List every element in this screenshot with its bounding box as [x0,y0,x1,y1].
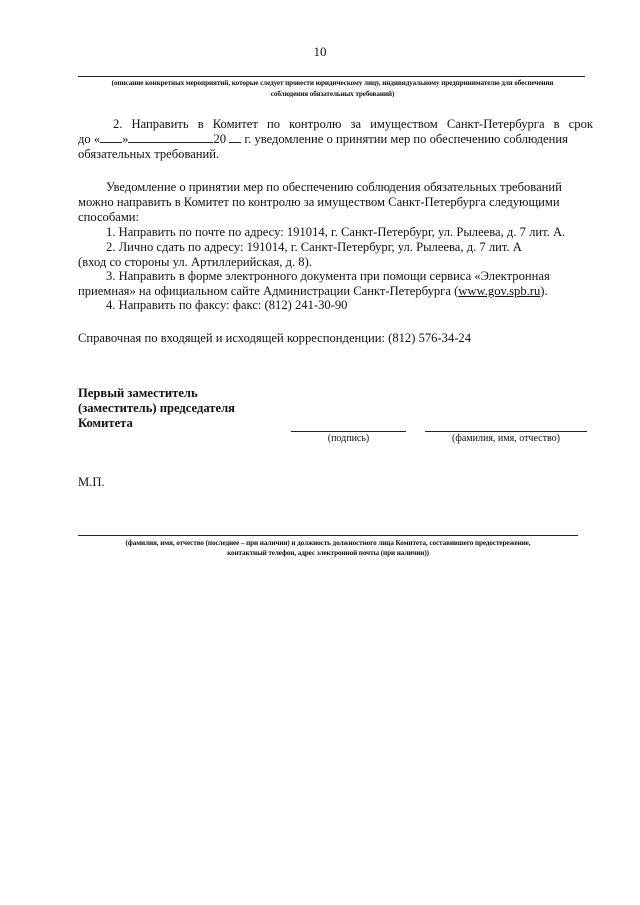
month-blank [128,132,213,143]
signature-line [291,431,406,432]
way2-line2: (вход со стороны ул. Артиллерийская, д. 8). [78,255,312,269]
top-caption-line2: соблюдения обязательных требований) [270,90,395,98]
item2-date-prefix: до « [78,132,101,146]
name-line [425,431,587,432]
notice-intro-line3: способами: [78,210,140,224]
way3-prefix: приемная» на официальном сайте Администрации Санкт-Петербурга ( [78,284,459,298]
way3-line2 [78,284,548,299]
signature-label: (подпись) [327,433,370,444]
way2-line1: 2. Лично сдать по адресу: 191014, г. Санкт-Петербург, ул. Рылеева, д. 7 лит. А [106,240,522,254]
item2-year: 20 [213,132,227,146]
bottom-caption-line2: контактный телефон, адрес электронной почты (при наличии)) [227,549,429,557]
item2-line3: обязательных требований. [78,147,220,161]
signer-line1: Первый заместитель [78,386,198,400]
notice-intro-line1: Уведомление о принятии мер по обеспечению соблюдения обязательных требований [106,180,562,194]
item2-line2 [78,132,593,147]
page-number: 10 [313,44,327,59]
reference-phone: Справочная по входящей и исходящей корреспонденции: (812) 576-34-24 [78,331,472,345]
way3-line1: 3. Направить в форме электронного документа при помощи сервиса «Электронная [106,269,550,283]
top-fill-line [78,76,585,77]
name-label: (фамилия, имя, отчество) [452,433,560,444]
day-blank [100,132,122,143]
way1: 1. Направить по почте по адресу: 191014, г. Санкт-Петербург, ул. Рылеева, д. 7 лит. А. [106,225,566,239]
item2-line1: 2. Направить в Комитет по контролю за имуществом Санкт-Петербурга в срок [113,117,593,131]
stamp-label: М.П. [78,475,105,489]
signer-line3: Комитета [78,416,133,430]
bottom-caption-line1: (фамилия, имя, отчество (последнее – при наличии) и должность должностного лица Комитета, составившего предостережение, [125,539,531,547]
year-blank [229,132,241,143]
item2-suffix: г. уведомление о принятии мер по обеспечению соблюдения [244,132,568,146]
gov-spb-link[interactable]: www.gov.spb.ru [458,284,541,298]
way4: 4. Направить по факсу: факс: (812) 241-30-90 [106,298,348,312]
bottom-fill-line [78,535,578,536]
signer-line2: (заместитель) председателя [78,401,235,415]
way3-suffix: ). [540,284,548,298]
top-caption-line1: (описание конкретных мероприятий, которые следует провести юридическому лицу, индивидуальному предпринимателю для обеспечения [111,79,554,87]
notice-intro-line2: можно направить в Комитет по контролю за имуществом Санкт-Петербурга следующими [78,195,560,209]
item2-date-mid: » [122,132,129,146]
